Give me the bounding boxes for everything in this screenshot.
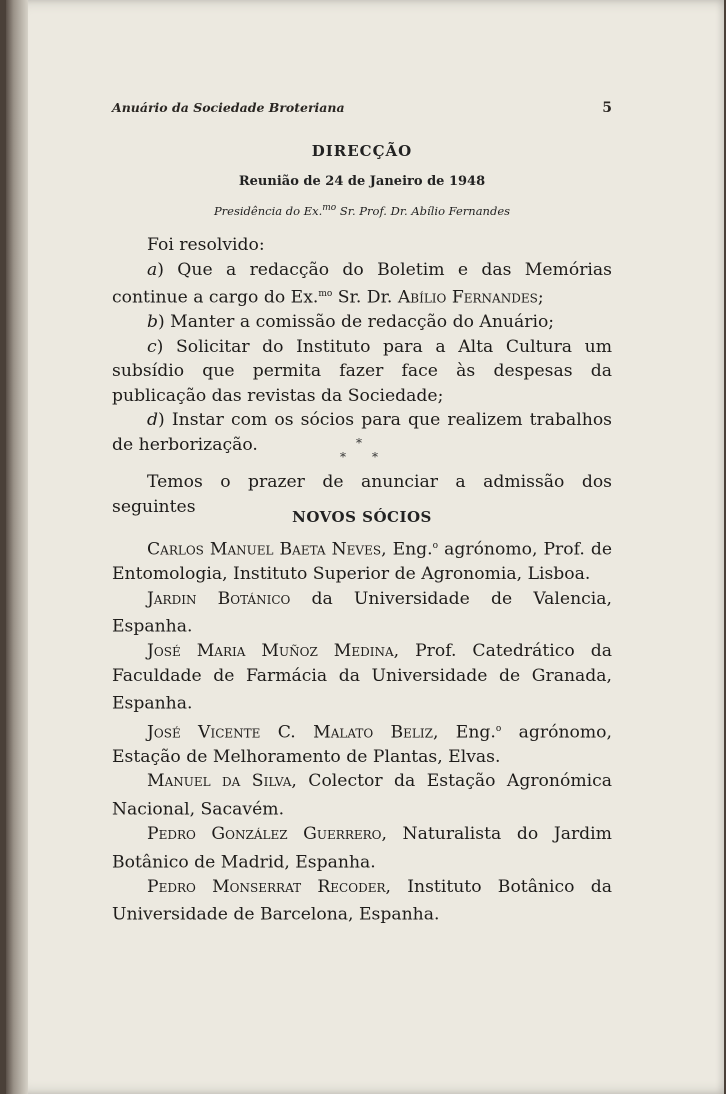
member-text1: , Instituto Botânico da Universidade de Barcelona, Espanha. <box>112 876 612 926</box>
section-separator <box>312 436 412 466</box>
member-entry <box>112 639 612 716</box>
resolution-b <box>112 310 612 335</box>
member-name: José Maria Muñoz Medina <box>147 641 394 662</box>
resolution-d-letter: d <box>147 410 159 431</box>
book-spine-shadow <box>6 0 28 1094</box>
member-text1: da Universidade de Valencia, Espanha. <box>112 588 612 637</box>
member-entry <box>112 534 612 587</box>
book-page <box>6 0 724 1094</box>
member-name: Pedro Monserrat Recoder <box>147 876 386 897</box>
presidency-line <box>112 203 612 218</box>
member-name: Jardin Botánico <box>147 588 291 609</box>
running-head <box>112 100 612 122</box>
member-entry <box>112 822 612 875</box>
member-name: Pedro González Guerrero <box>147 824 382 845</box>
resolution-d-text: ) Instar com os sócios para que realizem trabalhos de herborização. <box>112 410 612 455</box>
member-sup: o <box>432 541 439 551</box>
members-list <box>112 534 612 928</box>
member-name: José Vicente C. Malato Beliz <box>147 722 433 743</box>
member-text2: agrónomo, Estação de Melhoramento de Plantas, Elvas. <box>112 722 612 767</box>
member-text1: , Eng. <box>432 722 496 743</box>
member-text1: , Colector da Estação Agronómica Nacional, Sacavém. <box>112 771 612 820</box>
member-entry <box>112 875 612 928</box>
separator-star-left: * <box>340 450 346 464</box>
member-name: Carlos Manuel Baeta Neves <box>147 539 382 560</box>
member-text1: , Prof. Catedrático da Faculdade de Farmácia da Universidade de Granada, Espanha. <box>112 641 612 715</box>
section-heading-novos-socios: NOVOS SÓCIOS <box>292 508 432 526</box>
member-text1: , Naturalista do Jardim Botânico de Madrid, Espanha. <box>112 824 612 873</box>
member-entry <box>112 769 612 822</box>
resolution-a-text1: ) Que a redacção do Boletim e das Memórias continue a cargo do Ex. <box>112 259 612 308</box>
resolution-a-name: Abílio Fernandes <box>397 287 538 308</box>
section-heading-direccao: DIRECÇÃO <box>311 142 413 160</box>
member-text1: , Eng. <box>381 539 433 560</box>
page-number: 5 <box>602 100 612 116</box>
separator-star-right: * <box>372 450 378 464</box>
announcement-text: Temos o prazer de anunciar a admissão dos seguintes <box>112 472 612 517</box>
resolution-a-letter: a <box>147 259 158 280</box>
resolution-a <box>112 258 612 311</box>
resolution-b-letter: b <box>147 312 159 333</box>
resolution-a-text2: Sr. Dr. <box>332 287 398 308</box>
resolution-c-text: ) Solicitar do Instituto para a Alta Cultura um subsídio que permita fazer face às despesas da publicação das revistas da Sociedade; <box>112 336 612 406</box>
resolution-a-sup: mo <box>318 289 333 299</box>
running-title: Anuário da Sociedade Broteriana <box>112 100 345 115</box>
resolution-a-end: ; <box>537 287 544 308</box>
separator-star-top: * <box>356 436 362 450</box>
presidency-prefix: Presidência do Ex. <box>213 203 323 218</box>
member-sup: o <box>495 723 502 734</box>
resolution-c <box>112 335 612 409</box>
member-text2: agrónomo, Prof. de Entomologia, Instituto Superior de Agronomia, Lisboa. <box>112 539 612 585</box>
member-entry <box>112 587 612 640</box>
resolution-c-letter: c <box>147 336 157 357</box>
resolutions <box>112 233 612 457</box>
resolution-intro: Foi resolvido: <box>147 235 265 255</box>
member-name: Manuel da Silva <box>147 771 292 792</box>
member-entry <box>112 717 612 770</box>
resolution-b-text: ) Manter a comissão de redacção do Anuário; <box>158 312 555 333</box>
presidency-sup: mo <box>322 203 337 213</box>
meeting-date: Reunião de 24 de Janeiro de 1948 <box>238 174 486 189</box>
presidency-suffix: Sr. Prof. Dr. Abílio Fernandes <box>336 203 511 218</box>
